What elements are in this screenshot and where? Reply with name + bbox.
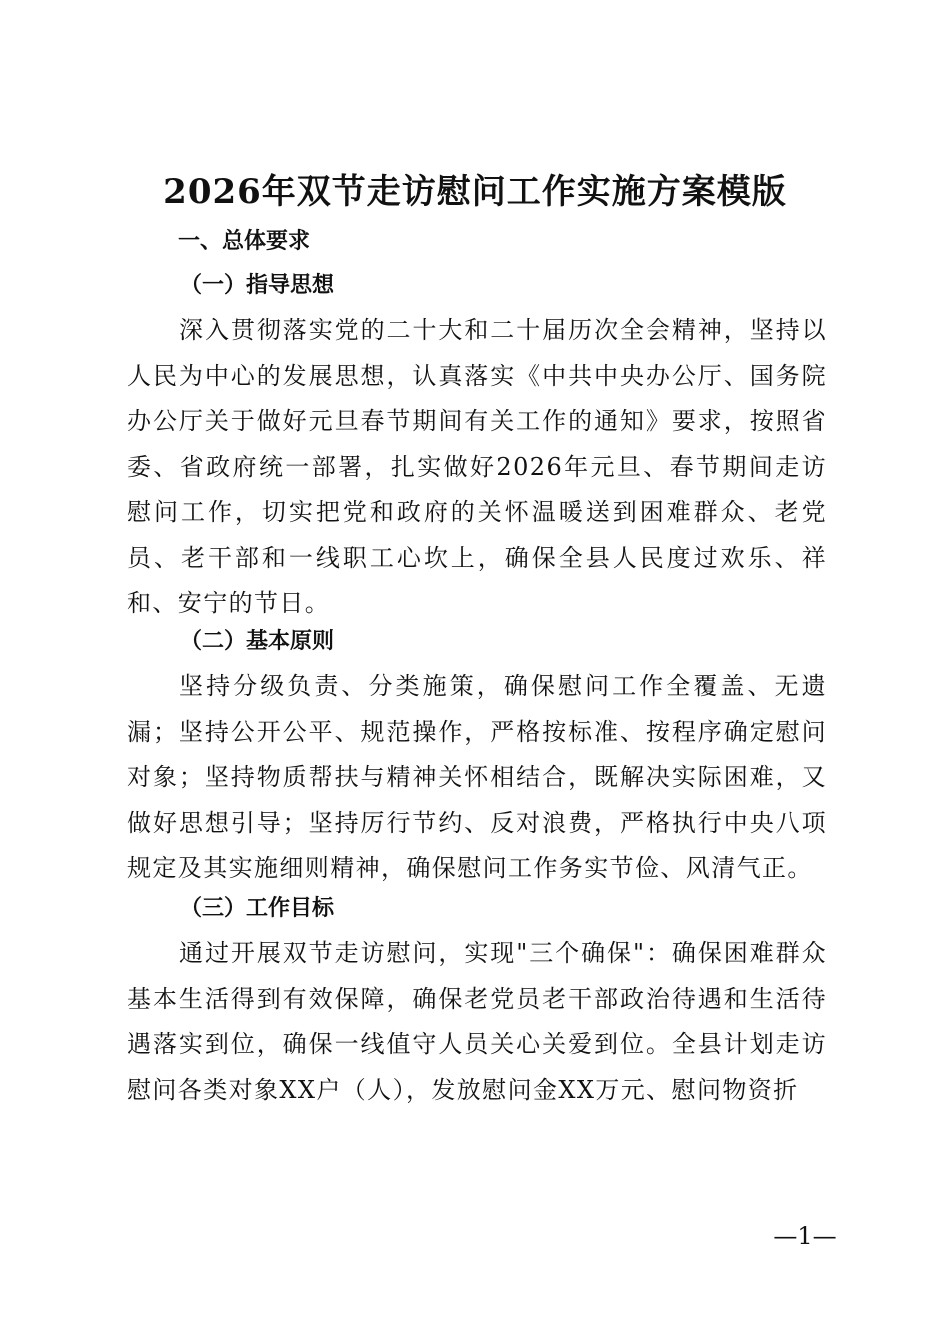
section-heading-overall-requirements: 一、总体要求	[178, 229, 311, 254]
document-title: 2026年双节走访慰问工作实施方案模版	[163, 172, 787, 212]
page-number: —1—	[773, 1222, 837, 1250]
subsection-heading-work-goals: （三）工作目标	[180, 896, 335, 921]
subsection-heading-guiding-ideology: （一）指导思想	[180, 273, 335, 298]
paragraph-basic-principles: 坚持分级负责、分类施策，确保慰问工作全覆盖、无遗漏；坚持公开公平、规范操作，严格按标准、按程序确定慰问对象；坚持物质帮扶与精神关怀相结合，既解决实际困难，又做好思想引导；坚持厉行节约、反对浪费，严格执行中央八项规定及其实施细则精神，确保慰问工作务实节俭、风清气正。	[127, 672, 827, 882]
paragraph-guiding-ideology: 深入贯彻落实党的二十大和二十届历次全会精神，坚持以人民为中心的发展思想，认真落实《中共中央办公厅、国务院办公厅关于做好元旦春节期间有关工作的通知》要求，按照省委、省政府统一部署，扎实做好2026年元旦、春节期间走访慰问工作，切实把党和政府的关怀温暖送到困难群众、老党员、老干部和一线职工心坎上，确保全县人民度过欢乐、祥和、安宁的节日。	[127, 316, 827, 617]
subsection-heading-basic-principles: （二）基本原则	[180, 629, 335, 654]
paragraph-work-goals: 通过开展双节走访慰问，实现"三个确保"：确保困难群众基本生活得到有效保障，确保老党员老干部政治待遇和生活待遇落实到位，确保一线值守人员关心关爱到位。全县计划走访慰问各类对象XX户（人），发放慰问金XX万元、慰问物资折	[127, 939, 827, 1104]
